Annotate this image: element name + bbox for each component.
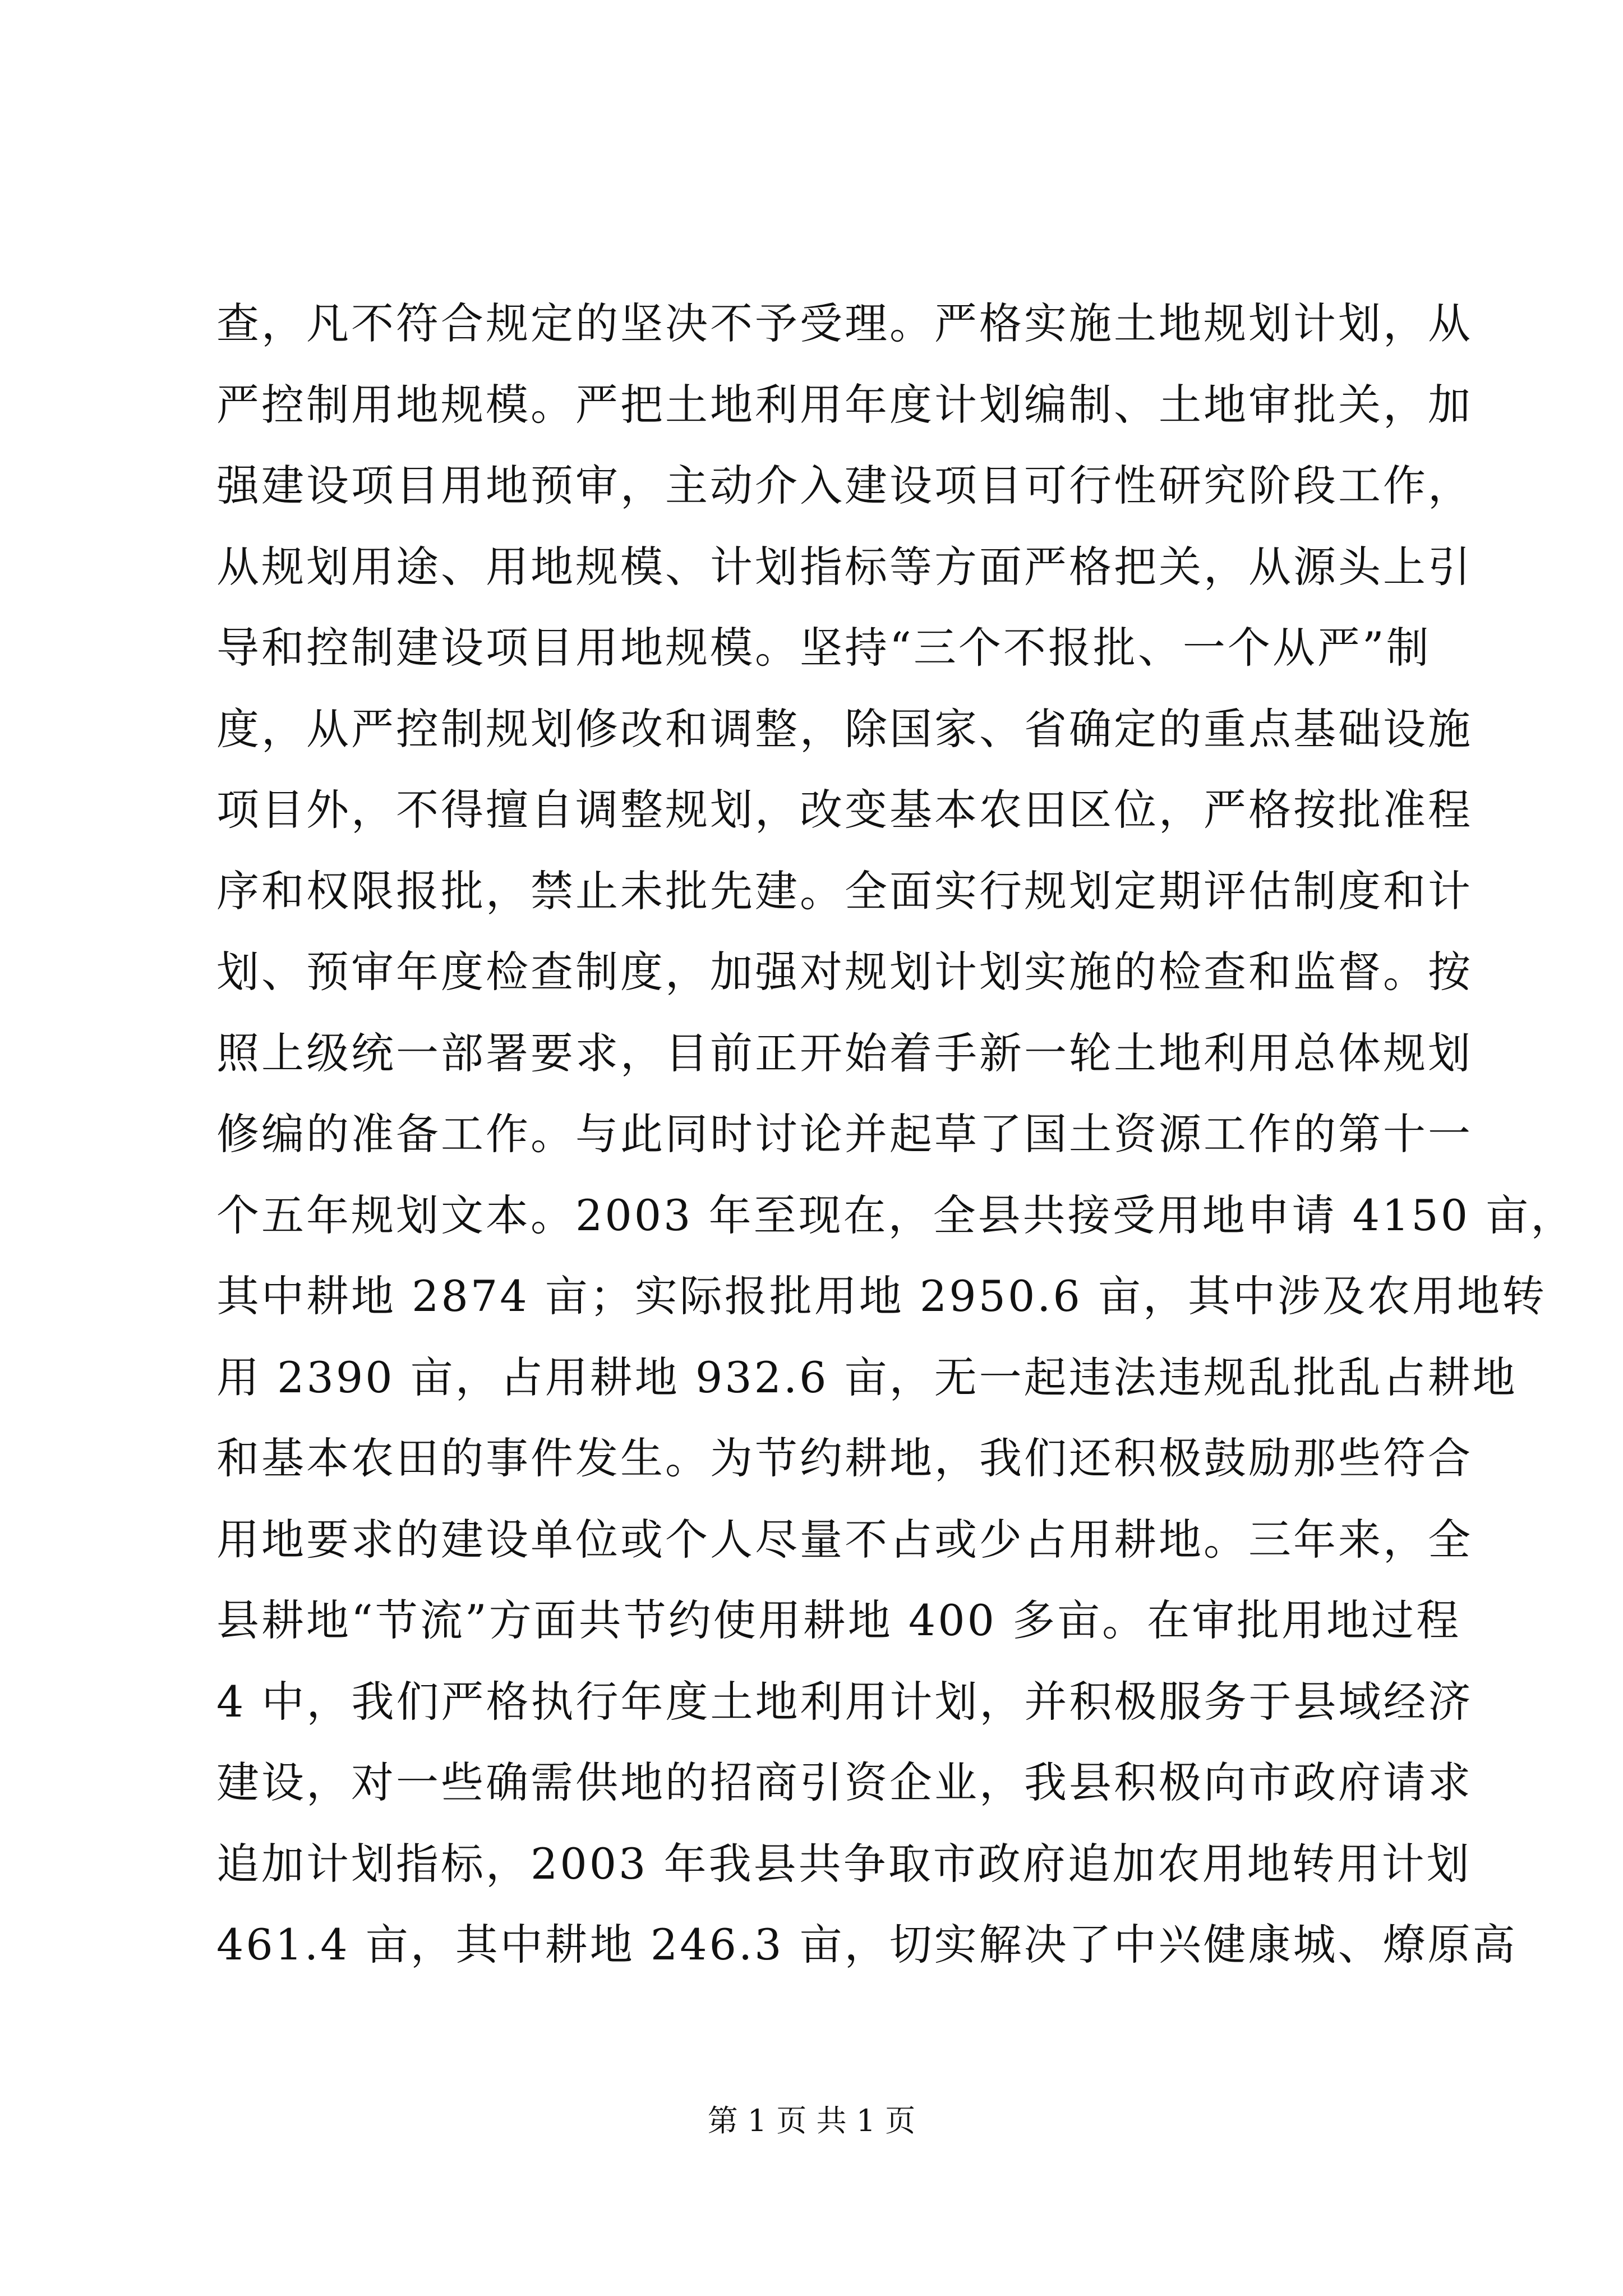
text-line: 个五年规划文本。2003 年至现在，全县共接受用地申请 4150 亩， [216, 1190, 1576, 1240]
text-line: 建设，对一些确需供地的招商引资企业，我县积极向市政府请求 [216, 1757, 1473, 1807]
text-line: 461.4 亩，其中耕地 246.3 亩，切实解决了中兴健康城、燎原高 [216, 1920, 1518, 1970]
text-line: 照上级统一部署要求，目前正开始着手新一轮土地利用总体规划 [216, 1028, 1473, 1078]
text-line: 和基本农田的事件发生。为节约耕地，我们还积极鼓励那些符合 [216, 1433, 1473, 1483]
text-line: 导和控制建设项目用地规模。坚持“三个不报批、一个从严”制 [216, 623, 1431, 673]
text-line: 序和权限报批，禁止未批先建。全面实行规划定期评估制度和计 [216, 866, 1473, 916]
text-line: 强建设项目用地预审，主动介入建设项目可行性研究阶段工作， [216, 461, 1473, 510]
text-line: 其中耕地 2874 亩；实际报批用地 2950.6 亩，其中涉及农用地转 [216, 1271, 1547, 1321]
page-number-label: 第 1 页 共 1 页 [707, 2103, 916, 2138]
text-line: 用 2390 亩，占用耕地 932.6 亩，无一起违法违规乱批乱占耕地 [216, 1352, 1518, 1402]
text-line: 查，凡不符合规定的坚决不予受理。严格实施土地规划计划，从 [216, 298, 1473, 348]
text-line: 4 中，我们严格执行年度土地利用计划，并积极服务于县域经济 [216, 1676, 1473, 1727]
text-line: 划、预审年度检查制度，加强对规划计划实施的检查和监督。按 [216, 947, 1473, 997]
text-line: 追加计划指标，2003 年我县共争取市政府追加农用地转用计划 [216, 1838, 1472, 1889]
text-line: 从规划用途、用地规模、计划指标等方面严格把关，从源头上引 [216, 541, 1473, 592]
body-text [216, 283, 1576, 1986]
text-line: 严控制用地规模。严把土地利用年度计划编制、土地审批关，加 [216, 379, 1473, 430]
page-footer [0, 2097, 1623, 2140]
text-line: 修编的准备工作。与此同时讨论并起草了国土资源工作的第十一 [216, 1109, 1473, 1159]
text-line: 县耕地“节流”方面共节约使用耕地 400 多亩。在审批用地过程 [216, 1595, 1461, 1645]
text-line: 项目外，不得擅自调整规划，改变基本农田区位，严格按批准程 [216, 785, 1473, 835]
text-line: 度，从严控制规划修改和调整，除国家、省确定的重点基础设施 [216, 703, 1473, 754]
text-line: 用地要求的建设单位或个人尽量不占或少占用耕地。三年来，全 [216, 1514, 1473, 1565]
